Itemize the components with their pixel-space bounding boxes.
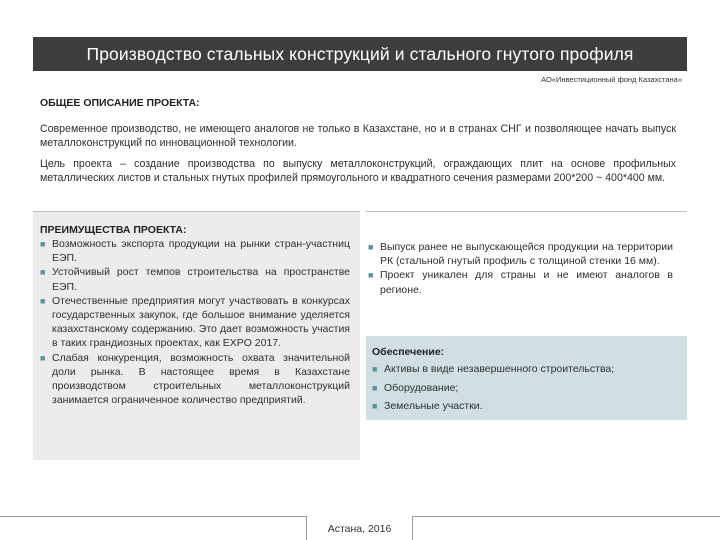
advantage-text: Слабая конкуренция, возможность охвата значительной доли рынка. В настоящее время в Казахстане производством строительных металлоконструкций занимается ограниченное количество предприятий.: [52, 351, 350, 407]
advantages-right-list: [368, 240, 673, 297]
list-item: [372, 397, 677, 416]
page-title: Производство стальных конструкций и стального гнутого профиля: [33, 37, 687, 71]
overview-heading: ОБЩЕЕ ОПИСАНИЕ ПРОЕКТА:: [40, 97, 200, 109]
square-bullet-icon: ■: [372, 364, 378, 374]
organization-label: АО«Инвестиционный фонд Казахстана»: [541, 75, 682, 84]
footer-location-date: Астана, 2016: [306, 516, 413, 540]
overview-paragraph-2: Цель проекта – создание производства по выпуску металлоконструкций, ограждающих плит на основе профильных металлических листов и стальных гнутых профилей прямоугольного и квадратного сечения размерами 200*200 ~ 400*400 мм.: [40, 158, 676, 184]
advantages-list: [40, 237, 350, 407]
square-bullet-icon: ■: [368, 270, 374, 281]
provision-heading: Обеспечение:: [372, 346, 445, 358]
advantage-text: Выпуск ранее не выпускающейся продукции на территории РК (стальной гнутый профиль с толщиной стенки 16 мм).: [380, 241, 673, 268]
overview-paragraph-1: Современное производство, не имеющего аналогов не только в Казахстане, но и в странах СНГ и позволяющее начать выпуск металлоконструкций по инновационной технологии.: [40, 123, 676, 149]
advantage-text: Устойчивый рост темпов строительства на пространстве ЕЭП.: [52, 266, 350, 293]
list-item: [372, 379, 677, 398]
provision-text: Земельные участки.: [384, 400, 483, 412]
list-item: [40, 265, 350, 293]
square-bullet-icon: ■: [40, 267, 46, 278]
square-bullet-icon: ■: [372, 382, 378, 393]
square-bullet-icon: ■: [368, 242, 374, 252]
advantage-text: Возможность экспорта продукции на рынки стран-участниц ЕЭП.: [52, 238, 350, 265]
list-item: [40, 351, 350, 408]
provision-list: [372, 360, 677, 416]
list-item: [372, 360, 677, 379]
list-item: [40, 237, 350, 265]
advantage-text: Отечественные предприятия могут участвовать в конкурсах государственных закупок, где большое внимание уделяется казахстанскому содержанию. Это дает возможность участия в таких грандиозных проектах, как EXPO 2017.: [52, 294, 350, 350]
list-item: [368, 240, 673, 268]
list-item: [368, 268, 673, 296]
advantage-text: Проект уникален для страны и не имеют аналогов в регионе.: [380, 269, 673, 296]
square-bullet-icon: ■: [40, 352, 46, 363]
provision-text: Активы в виде незавершенного строительства;: [384, 363, 615, 375]
advantages-heading: ПРЕИМУЩЕСТВА ПРОЕКТА:: [40, 224, 187, 236]
divider-right: [366, 211, 687, 212]
provision-text: Оборудование;: [384, 381, 459, 394]
square-bullet-icon: ■: [40, 239, 46, 249]
square-bullet-icon: ■: [40, 295, 46, 306]
list-item: [40, 294, 350, 351]
square-bullet-icon: ■: [372, 401, 378, 411]
